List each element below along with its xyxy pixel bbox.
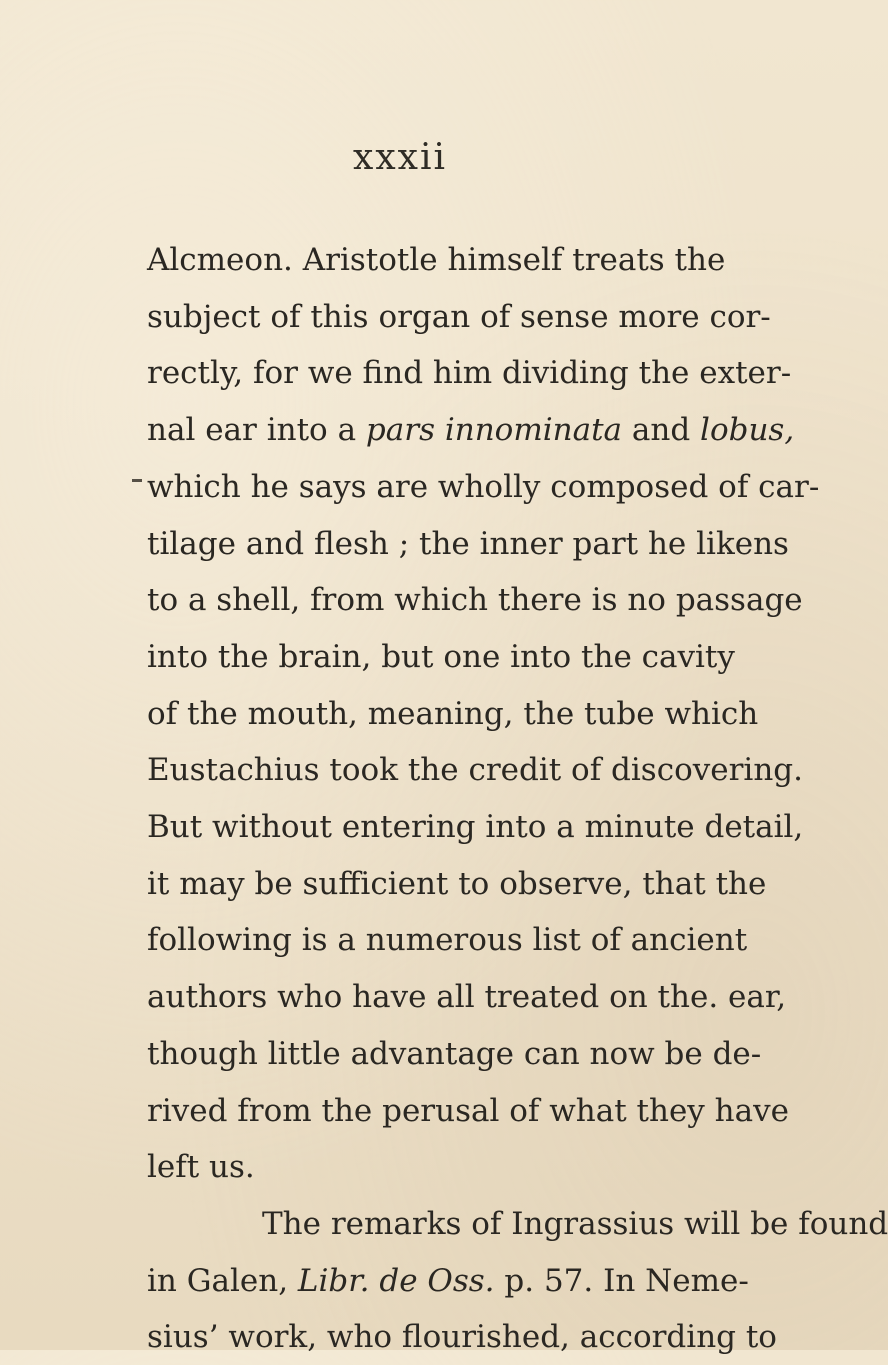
text-run: nal ear into a	[147, 412, 366, 449]
text-line-17: left us.	[147, 1149, 255, 1186]
text-line-12: it may be sufficient to observe, that the	[147, 865, 767, 902]
text-line-3: rectly, for we find him dividing the exter-	[147, 355, 792, 392]
italic-term: lobus,	[700, 412, 795, 449]
text-run: and	[622, 412, 701, 449]
text-line-4	[147, 402, 795, 458]
text-line-6: tilage and flesh ; the inner part he likens	[147, 525, 789, 562]
text-line-1: Alcmeon. Aristotle himself treats the	[147, 242, 726, 278]
text-line-20: sius’ work, who flourished, according to	[147, 1319, 777, 1356]
text-line-11: But without entering into a minute detail,	[147, 809, 804, 845]
page-number: xxxii	[353, 137, 447, 178]
text-line-19	[147, 1253, 749, 1309]
text-line-14: authors who have all treated on the. ear,	[147, 979, 787, 1016]
text-line-9: of the mouth, meaning, the tube which	[147, 695, 759, 732]
text-run: in Galen,	[147, 1262, 298, 1299]
text-line-13: following is a numerous list of ancient	[147, 922, 748, 959]
text-line-2: subject of this organ of sense more cor-	[147, 298, 771, 335]
text-line-18: The remarks of Ingrassius will be found	[262, 1205, 888, 1242]
text-line-10: Eustachius took the credit of discovering.	[147, 752, 803, 789]
margin-mark	[132, 479, 142, 482]
text-line-15: though little advantage can now be de-	[147, 1035, 762, 1072]
text-line-5: which he says are wholly composed of car-	[147, 468, 820, 505]
italic-term: pars innominata	[365, 412, 623, 449]
text-line-16: rived from the perusal of what they have	[147, 1092, 789, 1129]
text-run: p. 57. In Neme-	[494, 1262, 749, 1299]
text-line-7: to a shell, from which there is no passage	[147, 582, 803, 619]
italic-term: Libr. de Oss.	[297, 1262, 495, 1299]
text-line-8: into the brain, but one into the cavity	[147, 638, 735, 675]
